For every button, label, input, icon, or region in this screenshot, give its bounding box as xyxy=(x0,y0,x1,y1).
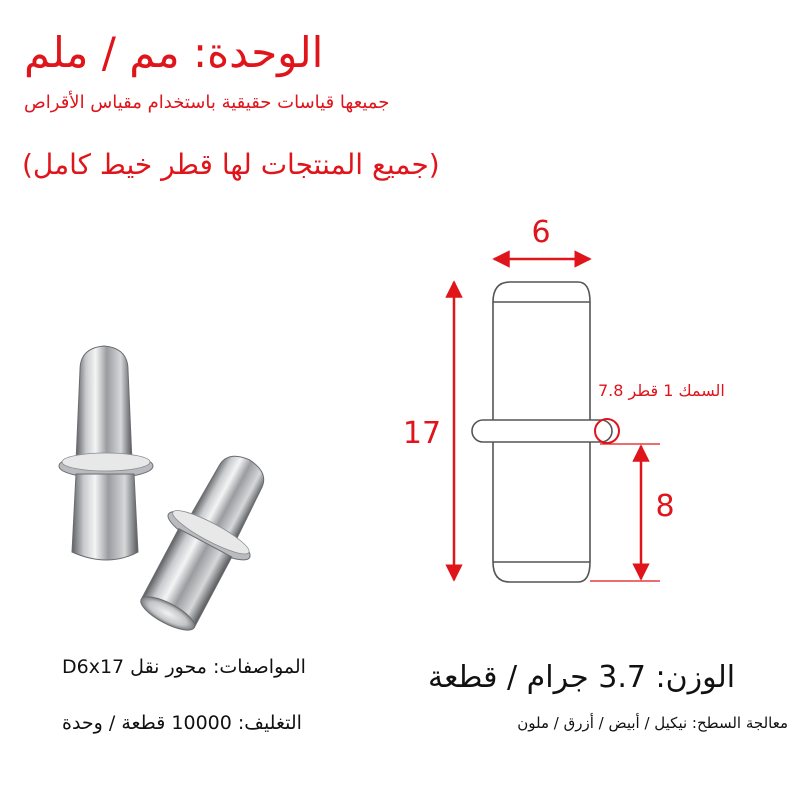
spec-weight: الوزن: 3.7 جرام / قطعة xyxy=(428,660,736,695)
width-label: 6 xyxy=(531,215,551,250)
height-label: 17 xyxy=(402,416,442,451)
unit-title: الوحدة: مم / ملم xyxy=(24,28,324,77)
pin-technical-drawing xyxy=(472,282,612,582)
spec-surface-finish: معالجة السطح: نيكيل / أبيض / أزرق / ملون xyxy=(517,714,788,732)
spec-model: المواصفات: محور نقل D6x17 xyxy=(62,656,306,678)
lower-label: 8 xyxy=(655,489,675,524)
thread-note: (جميع المنتجات لها قطر خيط كامل) xyxy=(22,148,440,181)
spec-packaging: التغليف: 10000 قطعة / وحدة xyxy=(62,712,302,734)
ring-label: السمك 1 قطر 7.8 xyxy=(598,381,725,400)
shelf-pin-photo-upright xyxy=(59,346,153,560)
measurement-note: جميعها قياسات حقيقية باستخدام مقياس الأقراص xyxy=(24,92,390,113)
